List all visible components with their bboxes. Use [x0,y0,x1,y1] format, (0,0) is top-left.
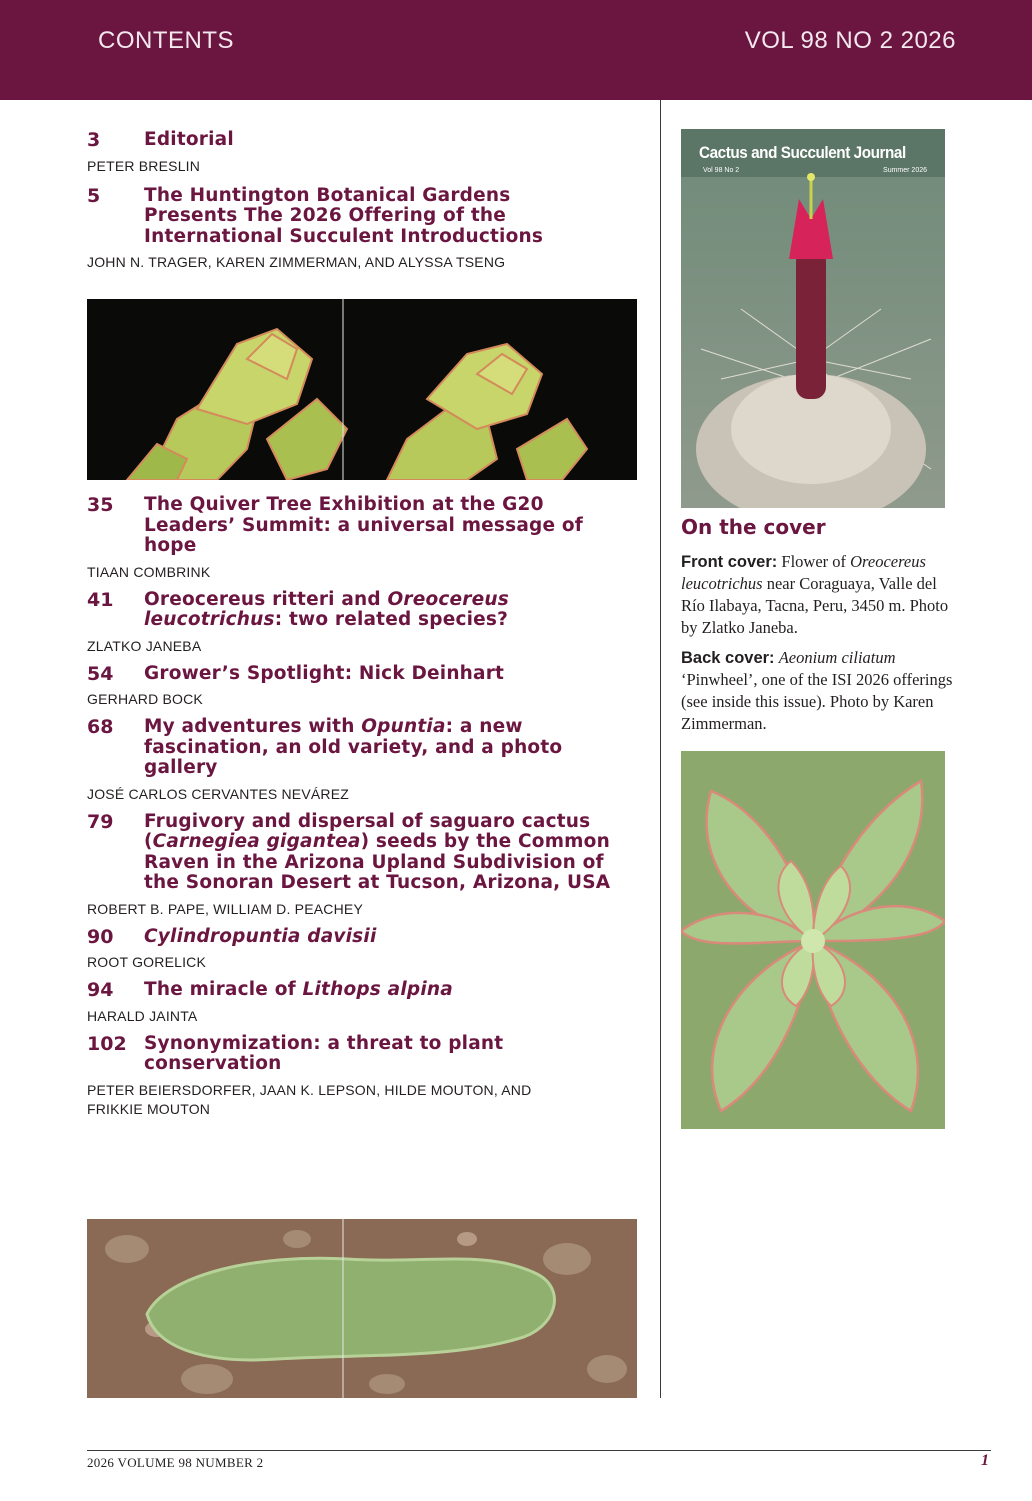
issue-label: VOL 98 NO 2 2026 [744,27,956,54]
toc-entry[interactable] [87,186,647,273]
back-cover-species: Aeonium ciliatum [778,648,896,667]
toc-entry[interactable] [87,927,647,973]
toc-title-part: Frugivory and dispersal of saguaro cactus ( [144,810,591,852]
cover-season: Summer 2026 [883,167,927,174]
front-cover-label: Front cover: [681,553,778,571]
toc-author: TIAAN COMBRINK [87,563,211,580]
back-cover-label: Back cover: [681,649,775,667]
cover-heading: On the cover [681,515,826,539]
toc-entry[interactable] [87,1034,647,1119]
toc-title [144,717,589,779]
header-bar [0,0,1032,100]
toc-page-number: 94 [87,979,114,1001]
cover-caption [681,515,961,743]
footer-page-number: 1 [981,1452,989,1469]
toc-title [144,590,544,631]
back-cover-text [681,647,961,735]
toc-author: HARALD JAINTA [87,1007,198,1024]
footer-rule [87,1450,991,1451]
toc-title [144,1034,564,1075]
front-cover-text-2: near Coraguaya, Valle del Río Ilabaya, Tacna, Peru, 3450 m. Photo by Zlatko Janeba. [681,574,949,637]
toc-page-number: 90 [87,925,114,948]
cover-image[interactable] [681,129,945,508]
toc-page-number: 79 [87,810,114,833]
toc-entry[interactable] [87,130,647,176]
footer-issue: 2026 VOLUME 98 NUMBER 2 [87,1455,264,1470]
toc-title-part: Grower’s Spotlight: Nick Deinhart [144,662,505,684]
toc-title [144,495,584,557]
toc-title-part: : a new fascination, an old variety, and a photo gallery [144,716,563,778]
toc-title-part: ) seeds by the Common Raven in the Arizona Upland Subdivision of the Sonoran Desert at Tucson, Arizona, USA [144,831,611,893]
toc-title-part: Carnegiea gigantea [152,831,361,852]
toc-title [144,980,453,1001]
table-of-contents [87,130,647,1127]
toc-author: ROOT GORELICK [87,954,207,970]
toc-author: JOSÉ CARLOS CERVANTES NEVÁREZ [87,785,350,802]
toc-title-part: : two related species? [274,609,509,630]
toc-title [144,130,234,151]
toc-page-number: 5 [87,184,101,207]
toc-title [144,664,504,685]
front-cover-text [681,551,961,639]
toc-title-part: The Quiver Tree Exhibition at the G20 Leaders’ Summit: a universal message of hope [144,494,584,556]
back-cover-image[interactable] [681,751,945,1129]
toc-title [144,812,634,894]
cover-volume: Vol 98 No 2 [703,167,740,174]
toc-entry[interactable] [87,717,647,804]
opuntia-photo [87,1219,637,1398]
toc-author: JOHN N. TRAGER, KAREN ZIMMERMAN, AND ALYSSA TSENG [87,254,506,270]
toc-page-number: 35 [87,494,114,516]
column-divider [660,100,661,1398]
toc-author: ROBERT B. PAPE, WILLIAM D. PEACHEY [87,900,363,917]
toc-page-number: 41 [87,588,114,611]
toc-title-part: My adventures with [144,716,362,737]
toc-author: GERHARD BOCK [87,691,203,707]
toc-entry[interactable] [87,664,647,710]
toc-title-part: Synonymization: a threat to plant conservation [144,1032,504,1074]
toc-page-number: 3 [87,129,101,151]
toc-author: PETER BEIERSDORFER, JAAN K. LEPSON, HILDE MOUTON, AND FRIKKIE MOUTON [87,1081,532,1117]
toc-page-number: 68 [87,716,114,738]
toc-title-part: Opuntia [361,716,446,737]
toc-page-number: 54 [87,662,114,685]
toc-entry[interactable] [87,495,647,582]
front-cover-species: Oreocereus leucotrichus [681,552,926,593]
toc-title-part: Cylindropuntia davisii [144,925,377,947]
cover-journal-title: Cactus and Succulent Journal [699,143,906,162]
toc-title-part: The Huntington Botanical Gardens Presents The 2026 Offering of the International Succulent Introductions [144,184,544,247]
section-title: CONTENTS [98,27,234,54]
toc-author: ZLATKO JANEBA [87,637,202,654]
toc-author: PETER BRESLIN [87,157,201,174]
back-cover-text-rest: ‘Pinwheel’, one of the ISI 2026 offerings (see inside this issue). Photo by Karen Zimmerman. [681,670,953,733]
toc-title-part: Oreocereus ritteri and [144,588,388,610]
toc-entry[interactable] [87,590,647,656]
toc-entry[interactable] [87,980,647,1026]
toc-title-part: Oreocereus leucotrichus [144,588,509,630]
toc-title-part: The miracle of [144,979,303,1000]
front-cover-text-1: Flower of [777,552,851,571]
toc-page-number: 102 [87,1032,127,1055]
toc-title [144,186,584,248]
toc-title-part: Lithops alpina [302,979,453,1000]
toc-title [144,927,376,948]
succulent-photo [87,299,637,480]
toc-entry[interactable] [87,812,647,919]
toc-title-part: Editorial [144,129,234,150]
